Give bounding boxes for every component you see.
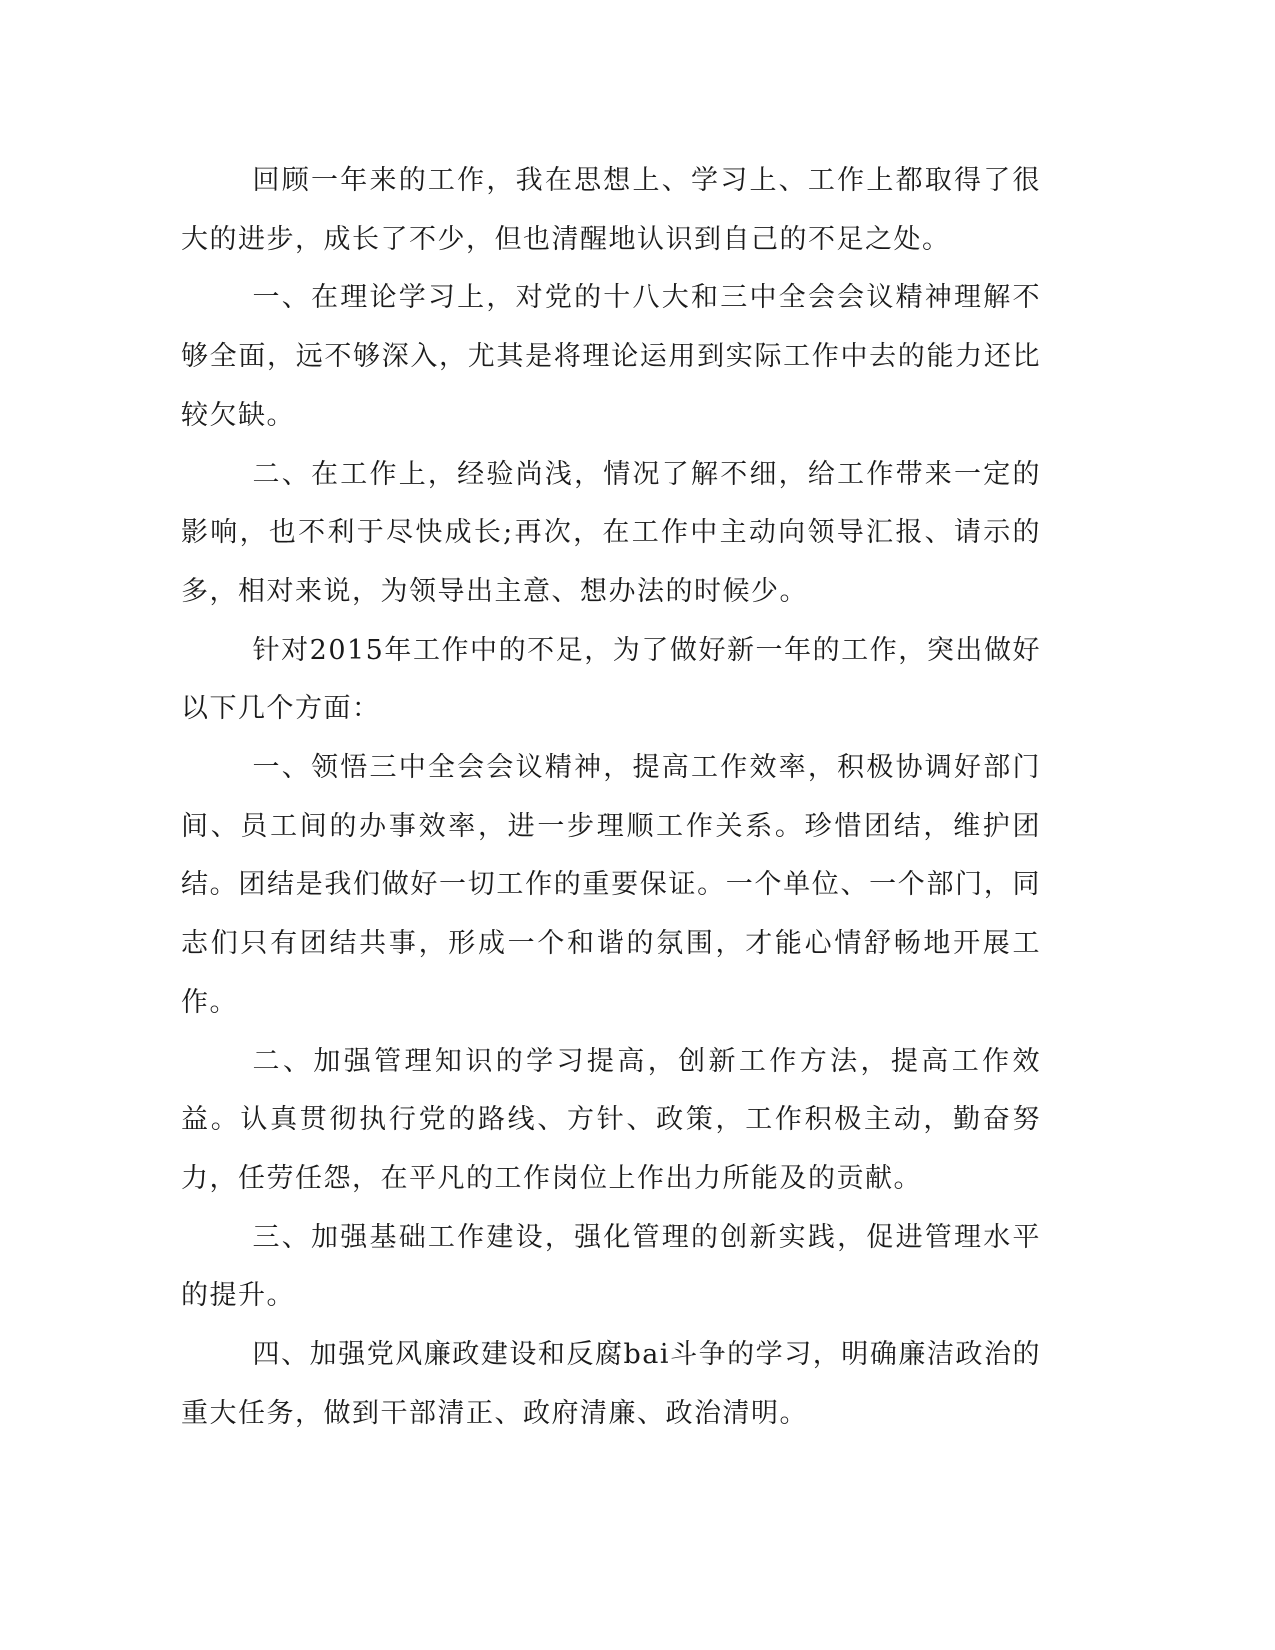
paragraph-plan-three: 三、加强基础工作建设，强化管理的创新实践，促进管理水平的提升。 — [181, 1221, 1041, 1312]
paragraph-theory-study: 一、在理论学习上，对党的十八大和三中全会会议精神理解不够全面，远不够深入，尤其是将理论运用到实际工作中去的能力还比较欠缺。 — [181, 282, 1041, 431]
paragraph-plan-two: 二、加强管理知识的学习提高，创新工作方法，提高工作效益。认真贯彻执行党的路线、方针、政策，工作积极主动，勤奋努力，任劳任怨，在平凡的工作岗位上作出力所能及的贡献。 — [181, 1045, 1041, 1194]
paragraph-plan-one: 一、领悟三中全会会议精神，提高工作效率，积极协调好部门间、员工间的办事效率，进一步理顺工作关系。珍惜团结，维护团结。团结是我们做好一切工作的重要保证。一个单位、一个部门，同志们只有团结共事，形成一个和谐的氛围，才能心情舒畅地开展工作。 — [181, 752, 1041, 1018]
paragraph-plan-intro: 针对2015年工作中的不足，为了做好新一年的工作，突出做好以下几个方面： — [181, 634, 1041, 725]
paragraph-plan-four: 四、加强党风廉政建设和反腐bai斗争的学习，明确廉洁政治的重大任务，做到干部清正、政府清廉、政治清明。 — [181, 1339, 1041, 1429]
paragraph-work-experience: 二、在工作上，经验尚浅，情况了解不细，给工作带来一定的影响，也不利于尽快成长;再次，在工作中主动向领导汇报、请示的多，相对来说，为领导出主意、想办法的时候少。 — [181, 458, 1041, 607]
document-body — [181, 152, 1041, 1443]
paragraph-review: 回顾一年来的工作，我在思想上、学习上、工作上都取得了很大的进步，成长了不少，但也清醒地认识到自己的不足之处。 — [181, 165, 1041, 255]
